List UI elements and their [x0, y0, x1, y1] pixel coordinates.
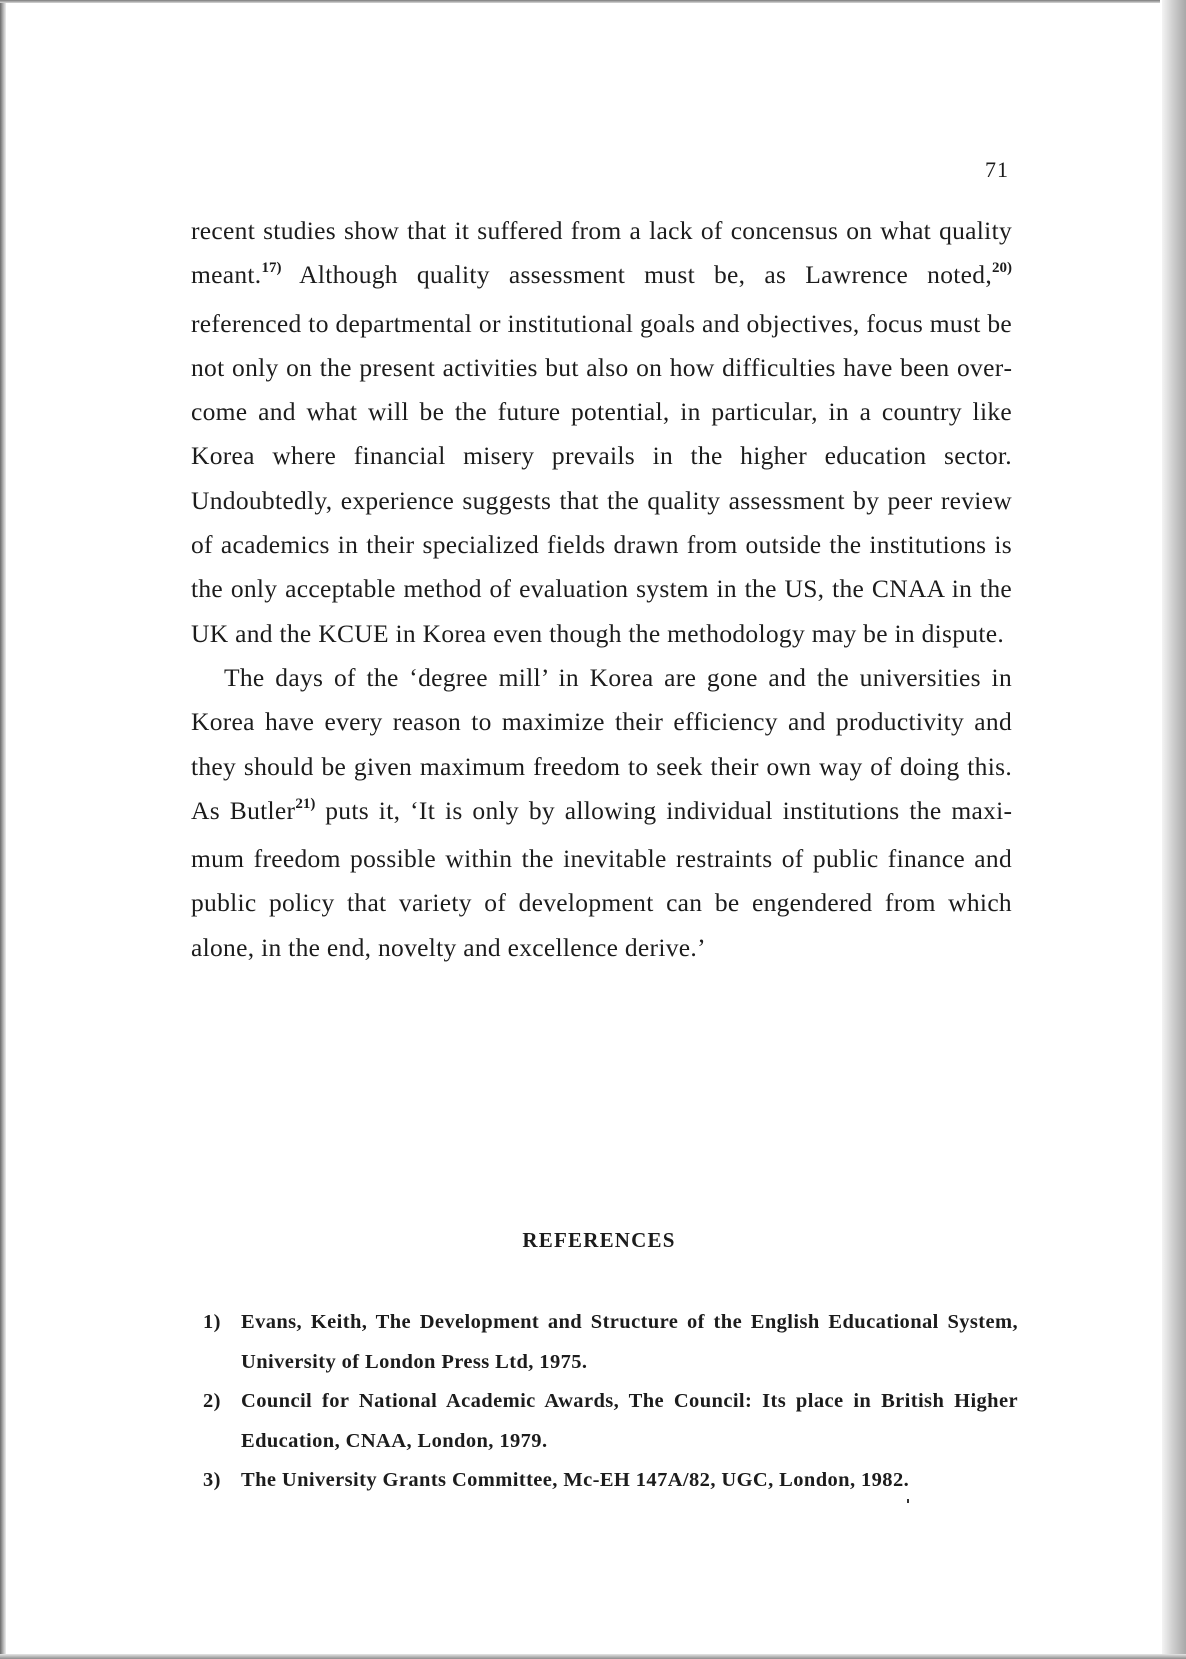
reference-item-1 [203, 1303, 1018, 1382]
paragraph-1-text-a: recent studies show that it suffered from a lack of concensus on what quality meant. [191, 216, 1012, 290]
footnote-ref-20: 20) [992, 260, 1012, 277]
paragraph-2 [191, 656, 1012, 970]
page-number: 71 [985, 157, 1009, 182]
reference-item-3 [203, 1461, 1018, 1501]
paragraph-2-text-b: puts it, ‘It is only by allowing individual institutions the maximum freedom possible within the inevitable restraints of public finance and public policy that variety of development can be engendered from which alone, in the end, novelty and excellence derive.’ [191, 795, 1013, 962]
reference-number: 2) [203, 1390, 221, 1412]
reference-text: The University Grants Committee, Mc-EH 147A/82, UGC, London, 1982. [241, 1469, 910, 1491]
references-heading: REFERENCES [522, 1228, 676, 1252]
paragraph-2-text-a: The days of the ‘degree mill’ in Korea are gone and the universities in Korea have every reason to maximize their efficiency and productivity and they should be given maximum freedom to seek their own way of doing this. As Butler [191, 662, 1012, 825]
body-text [191, 209, 1012, 970]
reference-item-2 [203, 1382, 1018, 1461]
footnote-ref-17: 17) [261, 260, 282, 277]
paragraph-1-text-b: Although quality assessment must be, as Lawrence noted, [281, 260, 992, 290]
paragraph-1 [191, 209, 1012, 656]
reference-list [203, 1303, 1018, 1501]
reference-number: 1) [203, 1311, 221, 1333]
paragraph-1-text-c: referenced to departmental or institutional goals and objectives, focus must be not only on the present activities but also on how difficulties have been overcome and what will be the future potential, in particular, in a country like Korea where financial misery prevails in the higher education sector. Undoubtedly, experience suggests that the quality assessment by peer review of academics in their specialized fields drawn from outside the institutions is the only acceptable method of evaluation system in the US, the CNAA in the UK and the KCUE in Korea even though the methodology may be in dispute. [191, 308, 1012, 648]
scan-speck [907, 1499, 909, 1503]
page-right-edge-shadow [1162, 0, 1186, 1659]
page-bottom-edge-shadow [0, 1654, 1186, 1659]
reference-text: Evans, Keith, The Development and Structure of the English Educational System, University of London Press Ltd, 1975. [241, 1311, 1018, 1373]
reference-number: 3) [203, 1469, 221, 1491]
reference-text: Council for National Academic Awards, The Council: Its place in British Higher Education, CNAA, London, 1979. [241, 1390, 1018, 1452]
page-left-edge-shadow [0, 0, 6, 1659]
footnote-ref-21: 21) [295, 795, 316, 812]
page-top-edge-shadow [0, 0, 1160, 3]
